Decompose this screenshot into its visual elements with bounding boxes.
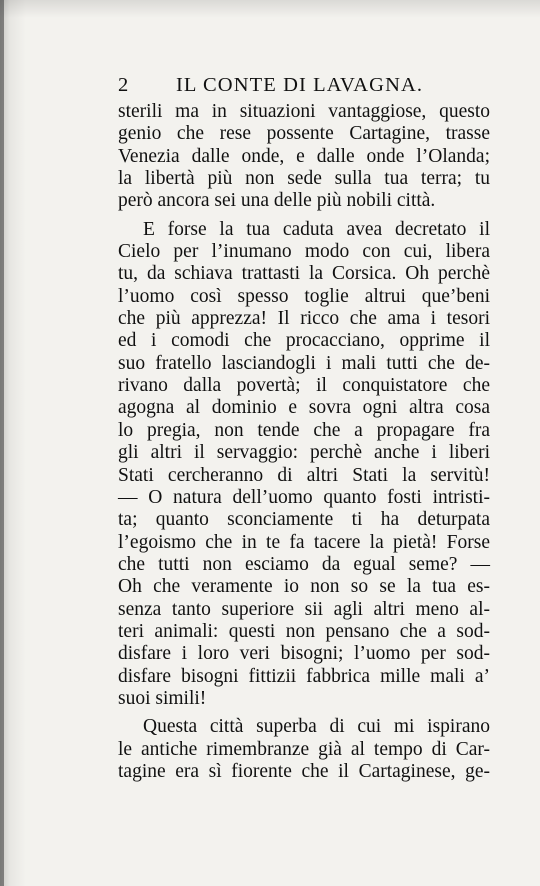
text-line: senza tanto superiore sii agli altri meno al- <box>118 598 490 620</box>
text-line: genio che rese possente Cartagine, trasse <box>118 123 490 145</box>
text-line: rivano dalla povertà; il conquistatore che <box>118 375 490 397</box>
text-line: ed i comodi che procacciano, opprime il <box>118 330 490 352</box>
text-line: tagine era sì fiorente che il Cartaginese, ge- <box>118 760 490 782</box>
running-title: IL CONTE DI LAVAGNA. <box>176 74 424 96</box>
body-text <box>118 101 490 783</box>
text-line: tu, da schiava trattasti la Corsica. Oh perchè <box>118 263 490 285</box>
scan-edge-shadow <box>0 0 4 886</box>
text-line: teri animali: questi non pensano che a sod- <box>118 620 490 642</box>
text-line: ta; quanto sconciamente ti ha deturpata <box>118 509 490 531</box>
text-line: disfare i loro veri bisogni; l’uomo per sod- <box>118 643 490 665</box>
text-line: Stati cercheranno di altri Stati la servitù! <box>118 464 490 486</box>
text-line: suo fratello lasciandogli i mali tutti che de- <box>118 352 490 374</box>
text-line: che più apprezza! Il ricco che ama i tesori <box>118 308 490 330</box>
text-line: l’uomo così spesso toglie altrui que’beni <box>118 285 490 307</box>
text-line: Venezia dalle onde, e dalle onde l’Olanda; <box>118 145 490 167</box>
text-line: sterili ma in situazioni vantaggiose, questo <box>118 101 490 122</box>
text-line: disfare bisogni fittizii fabbrica mille mali a’ <box>118 665 490 687</box>
text-line: le antiche rimembranze già al tempo di Car- <box>118 738 490 760</box>
text-line: la libertà più non sede sulla tua terra; tu <box>118 168 490 190</box>
text-line: l’egoismo che in te fa tacere la pietà! Forse <box>118 531 490 553</box>
text-line: però ancora sei una delle più nobili città. <box>118 190 436 212</box>
text-line: Cielo per l’inumano modo con cui, libera <box>118 241 490 263</box>
text-line: suoi simili! <box>118 687 207 709</box>
running-header <box>118 72 438 98</box>
text-line: agogna al dominio e sovra ogni altra cosa <box>118 397 490 419</box>
text-line: — O natura dell’uomo quanto fosti intristi- <box>118 486 490 508</box>
text-line: che tutti non esciamo da egual seme? — <box>118 553 490 575</box>
page-number: 2 <box>118 74 130 96</box>
text-line: E forse la tua caduta avea decretato il <box>143 218 490 240</box>
text-line: Oh che veramente io non so se la tua es- <box>118 576 490 598</box>
text-line: gli altri il servaggio: perchè anche i liberi <box>118 442 490 464</box>
text-line: Questa città superba di cui mi ispirano <box>143 716 490 738</box>
text-line: lo pregia, non tende che a propagare fra <box>118 419 490 441</box>
